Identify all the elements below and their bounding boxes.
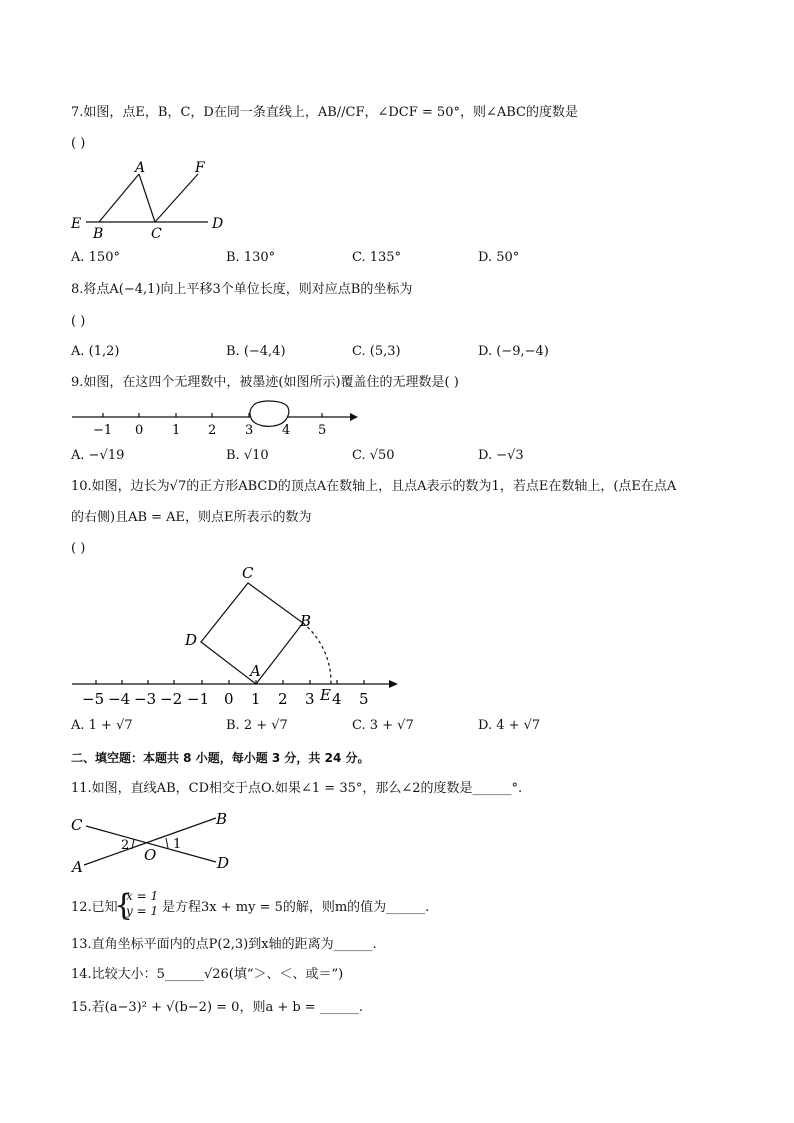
q11-label-o: O bbox=[144, 846, 157, 864]
q10-tick-label: 1 bbox=[251, 690, 261, 708]
q11-label-b: B bbox=[216, 810, 228, 828]
q11-label-one: 1 bbox=[173, 837, 182, 852]
q9-tick-label: −1 bbox=[93, 423, 113, 438]
q10-figure bbox=[66, 562, 406, 712]
q11-label-two: 2 bbox=[121, 838, 130, 853]
q12-eq1: x = 1 bbox=[126, 889, 159, 903]
q10-stem-line1: 10.如图，边长为√7的正方形ABCD的顶点A在数轴上，且点A表示的数为1，若点E在数轴上，(点E在点A bbox=[71, 479, 677, 494]
q7-stem: 7.如图，点E，B，C，D在同一条直线上，AB//CF，∠DCF = 50°，则∠ABC的度数是 bbox=[71, 105, 578, 120]
q9-axis-arrow bbox=[350, 413, 358, 421]
q10-tick-label: −3 bbox=[134, 690, 157, 708]
q10-option-a: A. 1 + √7 bbox=[71, 718, 133, 733]
q11-figure bbox=[66, 810, 246, 880]
q10-axis-arrow bbox=[389, 680, 398, 688]
q8-option-a: A. (1,2) bbox=[71, 344, 120, 359]
q10-tick-label: −4 bbox=[108, 690, 131, 708]
q9-tick-label: 3 bbox=[245, 423, 254, 438]
q10-tick-label: 0 bbox=[224, 690, 234, 708]
q7-option-d: D. 50° bbox=[478, 250, 520, 265]
q9-stem: 9.如图，在这四个无理数中，被墨迹(如图所示)覆盖住的无理数是( ) bbox=[71, 375, 459, 390]
q9-number-line bbox=[66, 400, 366, 440]
q10-arc-be bbox=[303, 623, 331, 684]
q7-line-ba bbox=[99, 174, 139, 222]
q10-paren: ( ) bbox=[71, 541, 86, 556]
q10-label-c: C bbox=[242, 564, 254, 582]
q10-label-b: B bbox=[300, 612, 312, 630]
q7-label-f: F bbox=[195, 160, 205, 176]
q8-option-b: B. (−4,4) bbox=[226, 344, 286, 359]
q9-option-a: A. −√19 bbox=[71, 448, 125, 463]
q7-paren: ( ) bbox=[71, 136, 86, 151]
q7-label-b: B bbox=[93, 226, 104, 242]
q9-option-d: D. −√3 bbox=[478, 448, 524, 463]
q10-tick-label: 3 bbox=[305, 690, 315, 708]
q11-label-d: D bbox=[217, 854, 230, 872]
q7-label-e: E bbox=[71, 216, 82, 232]
q9-tick-label: 0 bbox=[135, 423, 144, 438]
q10-option-b: B. 2 + √7 bbox=[226, 718, 288, 733]
q8-paren: ( ) bbox=[71, 314, 86, 329]
q8-option-d: D. (−9,−4) bbox=[478, 344, 549, 359]
q10-option-c: C. 3 + √7 bbox=[352, 718, 414, 733]
q9-option-c: C. √50 bbox=[352, 448, 395, 463]
q12-eq2: y = 1 bbox=[126, 904, 159, 918]
q15-stem: 15.若(a−3)² + √(b−2) = 0，则a + b = ______. bbox=[71, 1000, 363, 1015]
q7-label-a: A bbox=[135, 160, 146, 176]
q9-tick-label: 4 bbox=[282, 423, 291, 438]
q10-stem-line2: 的右侧)且AB = AE，则点E所表示的数为 bbox=[71, 510, 312, 525]
q8-stem: 8.将点A(−4,1)向上平移3个单位长度，则对应点B的坐标为 bbox=[71, 282, 413, 297]
section-heading: 二、填空题：本题共 8 小题，每小题 3 分，共 24 分。 bbox=[71, 751, 370, 765]
q9-tick-label: 1 bbox=[172, 423, 181, 438]
q10-label-e: E bbox=[320, 686, 331, 704]
q10-tick-label: −2 bbox=[160, 690, 183, 708]
q7-line-cf bbox=[155, 174, 198, 222]
q7-figure bbox=[66, 156, 246, 246]
q9-option-b: B. √10 bbox=[226, 448, 269, 463]
q9-tick-label: 2 bbox=[208, 423, 217, 438]
q7-option-b: B. 130° bbox=[226, 250, 276, 265]
q10-tick-label: −5 bbox=[82, 690, 105, 708]
q11-label-a: A bbox=[72, 858, 83, 876]
q10-tick-label: −1 bbox=[187, 690, 210, 708]
q7-label-c: C bbox=[151, 226, 162, 242]
q13-stem: 13.直角坐标平面内的点P(2,3)到x轴的距离为______. bbox=[71, 937, 377, 952]
q14-stem: 14.比较大小：5______√26(填“＞、＜、或＝”) bbox=[71, 967, 344, 982]
q10-tick-label: 4 bbox=[332, 690, 342, 708]
q12-suffix: 是方程3x + my = 5的解，则m的值为______. bbox=[162, 900, 430, 915]
q7-label-d: D bbox=[212, 216, 224, 232]
q10-label-d: D bbox=[185, 631, 198, 649]
q11-stem: 11.如图，直线AB，CD相交于点O.如果∠1 = 35°，那么∠2的度数是______°. bbox=[71, 781, 523, 796]
q8-option-c: C. (5,3) bbox=[352, 344, 401, 359]
q10-label-a: A bbox=[250, 662, 261, 680]
q12-system-brace: { bbox=[114, 888, 134, 923]
q7-option-c: C. 135° bbox=[352, 250, 402, 265]
q11-angle-mark bbox=[166, 838, 168, 848]
q11-label-c: C bbox=[71, 816, 83, 834]
q12-prefix: 12.已知 bbox=[71, 900, 118, 915]
q7-line-ac bbox=[139, 174, 155, 222]
q9-tick-label: 5 bbox=[318, 423, 327, 438]
q10-tick-label: 5 bbox=[359, 690, 369, 708]
q10-tick-label: 2 bbox=[278, 690, 288, 708]
q10-option-d: D. 4 + √7 bbox=[478, 718, 541, 733]
q7-option-a: A. 150° bbox=[71, 250, 120, 265]
